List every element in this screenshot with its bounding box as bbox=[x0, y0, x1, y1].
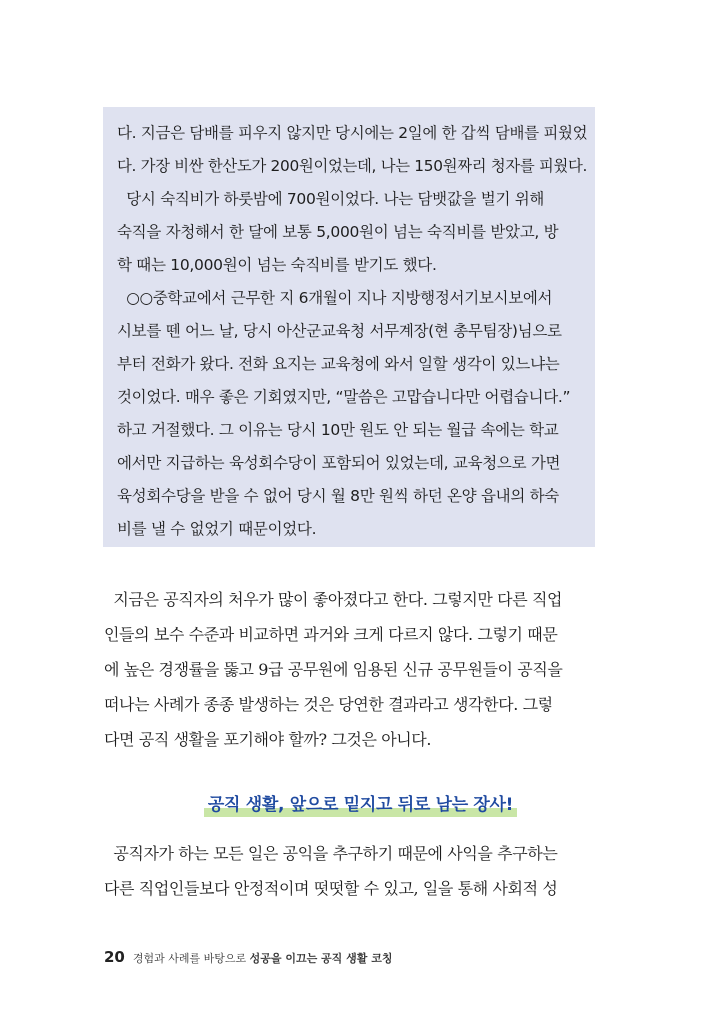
quote-line: 부터 전화가 왔다. 전화 요지는 교육청에 와서 일할 생각이 있느냐는 bbox=[117, 355, 560, 373]
body-line: 에 높은 경쟁률을 뚫고 9급 공무원에 임용된 신규 공무원들이 공직을 bbox=[104, 660, 563, 679]
page-footer bbox=[104, 947, 392, 966]
quote-line: 것이었다. 매우 좋은 기회였지만, “말씀은 고맙습니다만 어렵습니다.” bbox=[117, 388, 571, 406]
quote-line: 학 때는 10,000원이 넘는 숙직비를 받기도 했다. bbox=[117, 256, 437, 274]
section-heading-wrap bbox=[0, 790, 721, 815]
quote-line: 다. 지금은 담배를 피우지 않지만 당시에는 2일에 한 갑씩 담배를 피웠었 bbox=[117, 124, 588, 142]
body-line: 다른 직업인들보다 안정적이며 떳떳할 수 있고, 일을 통해 사회적 성 bbox=[104, 879, 558, 898]
quote-line: 육성회수당을 받을 수 없어 당시 월 8만 원씩 하던 온양 읍내의 하숙 bbox=[117, 487, 559, 505]
quote-line: ○○중학교에서 근무한 지 6개월이 지나 지방행정서기보시보에서 bbox=[117, 289, 553, 307]
quote-line: 당시 숙직비가 하룻밤에 700원이었다. 나는 담뱃값을 벌기 위해 bbox=[117, 190, 545, 208]
book-title-bold: 성공을 이끄는 공직 생활 코칭 bbox=[249, 952, 393, 965]
quote-line: 시보를 뗀 어느 날, 당시 아산군교육청 서무계장(현 총무팀장)님으로 bbox=[117, 322, 562, 340]
body-line: 지금은 공직자의 처우가 많이 좋아졌다고 한다. 그렇지만 다른 직업 bbox=[104, 590, 563, 609]
body-line: 다면 공직 생활을 포기해야 할까? 그것은 아니다. bbox=[104, 730, 432, 749]
quote-line: 비를 낼 수 없었기 때문이었다. bbox=[117, 520, 317, 538]
section-heading-text: 공직 생활, 앞으로 밑지고 뒤로 남는 장사! bbox=[207, 795, 514, 815]
quote-line: 에서만 지급하는 육성회수당이 포함되어 있었는데, 교육청으로 가면 bbox=[117, 454, 561, 472]
body-line: 공직자가 하는 모든 일은 공익을 추구하기 때문에 사익을 추구하는 bbox=[104, 844, 558, 863]
section-heading bbox=[204, 790, 517, 815]
quote-line: 하고 거절했다. 그 이유는 당시 10만 원도 안 되는 월급 속에는 학교 bbox=[117, 421, 559, 439]
quote-line: 다. 가장 비싼 한산도가 200원이었는데, 나는 150원짜리 청자를 피웠다. bbox=[117, 157, 588, 175]
quote-line: 숙직을 자청해서 한 달에 보통 5,000원이 넘는 숙직비를 받았고, 방 bbox=[117, 223, 559, 241]
page-number: 20 bbox=[104, 948, 125, 966]
body-line: 인들의 보수 수준과 비교하면 과거와 크게 다르지 않다. 그렇기 때문 bbox=[104, 625, 558, 644]
book-title-prefix: 경험과 사례를 바탕으로 bbox=[132, 952, 250, 965]
body-line: 떠나는 사례가 종종 발생하는 것은 당연한 결과라고 생각한다. 그렇 bbox=[104, 695, 553, 714]
